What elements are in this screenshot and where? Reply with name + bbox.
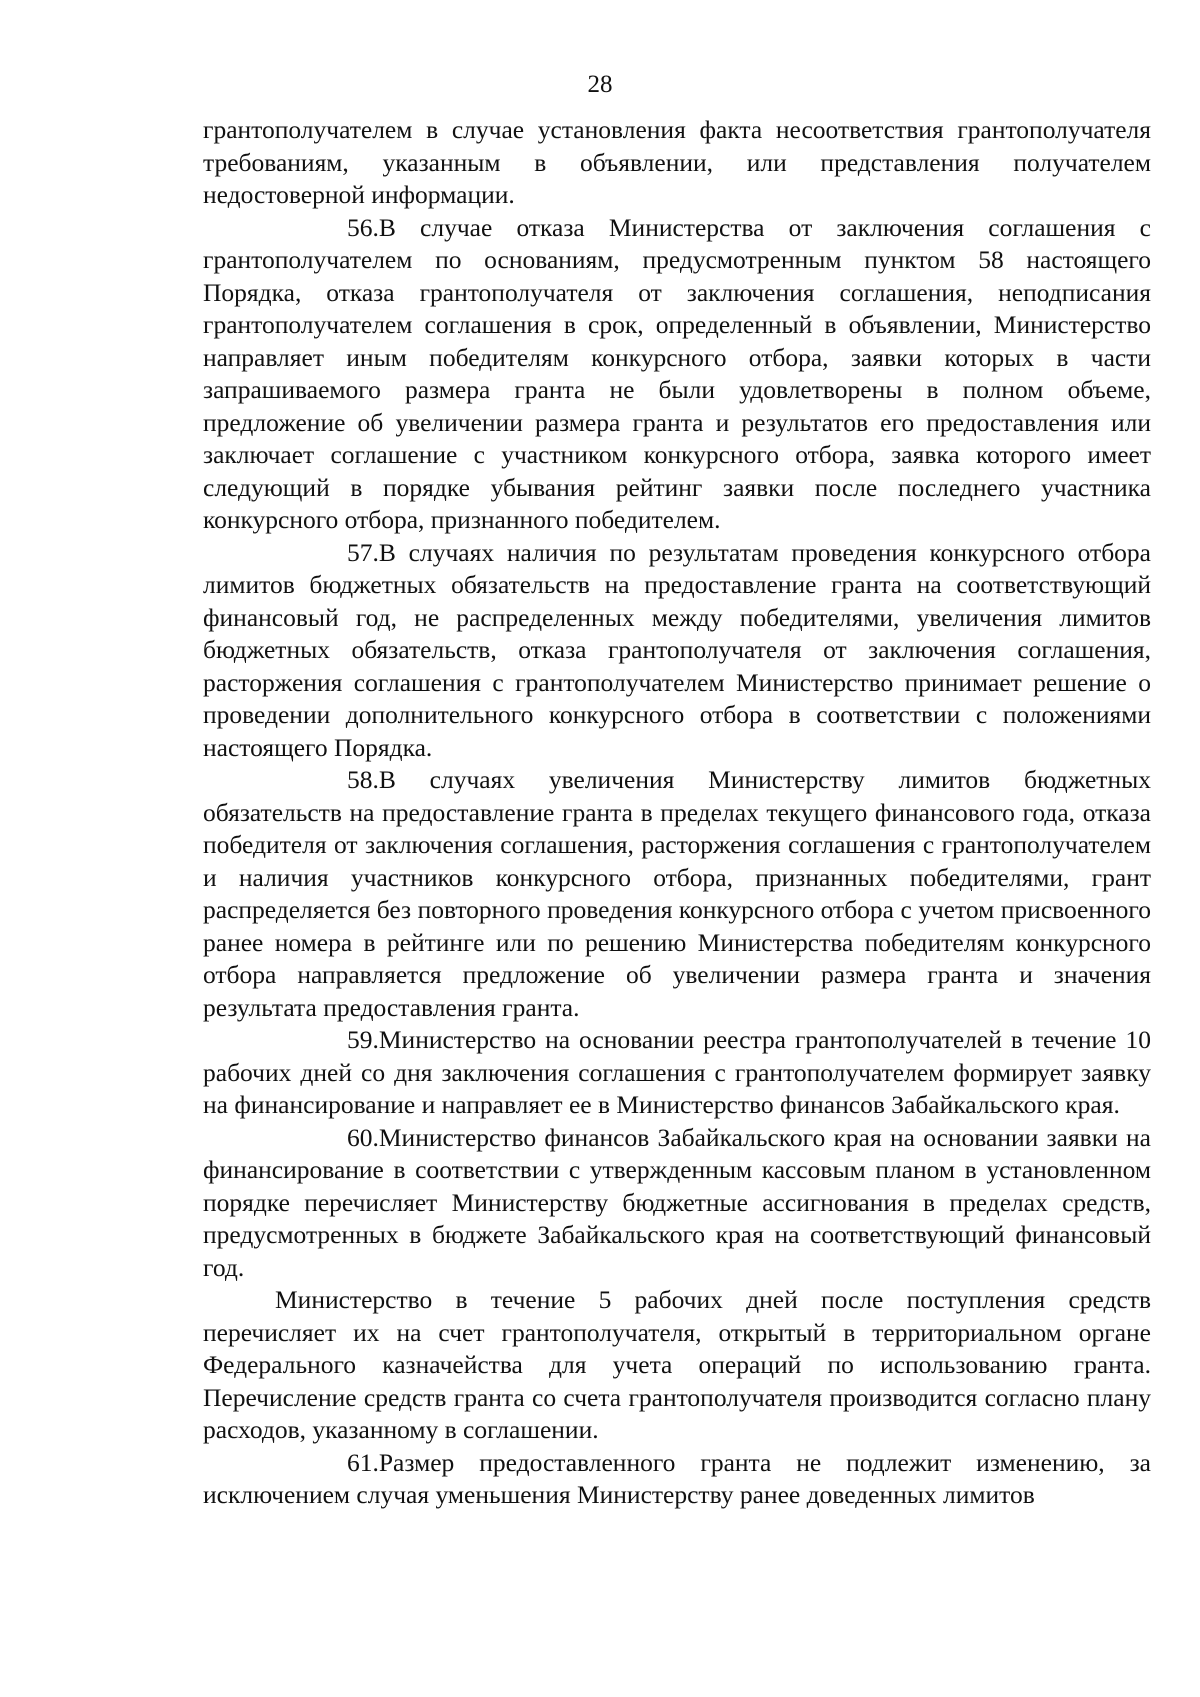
paragraph-59	[203, 1024, 1151, 1122]
paragraph-text: В случае отказа Министерства от заключения соглашения с грантополучателем по основаниям, предусмотренным пунктом 58 настоящего Порядка, отказа грантополучателя от заключения соглашения, неподписания грантополучателем соглашения в срок, определенный в объявлении, Министерство направляет иным победителям конкурсного отбора, заявки которых в части запрашиваемого размера гранта не были удовлетворены в полном объеме, предложение об увеличении размера гранта и результатов его предоставления или заключает соглашение с участником конкурсного отбора, заявка которого имеет следующий в порядке убывания рейтинг заявки после последнего участника конкурсного отбора, признанного победителем.	[203, 212, 1151, 534]
paragraph-number: 57.	[347, 537, 379, 567]
paragraph-text: Министерство финансов Забайкальского края на основании заявки на финансирование в соответствии с утвержденным кассовым планом в установленном порядке перечисляет Министерству бюджетные ассигнования в пределах средств, предусмотренных в бюджете Забайкальского края на соответствующий финансовый год.	[203, 1122, 1151, 1282]
paragraph-text: В случаях увеличения Министерству лимитов бюджетных обязательств на предоставление гранта в пределах текущего финансового года, отказа победителя от заключения соглашения, расторжения соглашения с грантополучателем и наличия участников конкурсного отбора, признанных победителями, грант распределяется без повторного проведения конкурсного отбора с учетом присвоенного ранее номера в рейтинге или по решению Министерства победителям конкурсного отбора направляется предложение об увеличении размера гранта и значения результата предоставления гранта.	[203, 765, 1151, 1022]
page-number: 28	[587, 71, 613, 98]
paragraph-number: 60.	[347, 1122, 379, 1152]
document-body	[203, 114, 1151, 1512]
paragraph-text: Размер предоставленного гранта не подлежит изменению, за исключением случая уменьшения Министерству ранее доведенных лимитов	[203, 1447, 1151, 1509]
paragraph-56	[203, 212, 1151, 537]
paragraph-continuation	[203, 114, 1151, 212]
paragraph-number: 58.	[347, 765, 379, 794]
paragraph-text: Министерство на основании реестра грантополучателей в течение 10 рабочих дней со дня заключения соглашения с грантополучателем формирует заявку на финансирование и направляет ее в Министерство финансов Забайкальского края.	[203, 1025, 1151, 1119]
paragraph-number: 56.	[347, 212, 379, 242]
paragraph-number: 61.	[347, 1447, 379, 1477]
paragraph-text: грантополучателем в случае установления факта несоответствия грантополучателя требованиям, указанным в объявлении, или представления получателем недостоверной информации.	[203, 115, 1151, 209]
paragraph-58	[203, 764, 1151, 1024]
paragraph-61	[203, 1447, 1151, 1512]
paragraph-text: Министерство в течение 5 рабочих дней после поступления средств перечисляет их на счет грантополучателя, открытый в территориальном органе Федерального казначейства для учета операций по использованию гранта. Перечисление средств гранта со счета грантополучателя производится согласно плану расходов, указанному в соглашении.	[203, 1285, 1151, 1444]
paragraph-60	[203, 1122, 1151, 1285]
paragraph-57	[203, 537, 1151, 765]
paragraph-60-continued	[203, 1284, 1151, 1447]
paragraph-number: 59.	[347, 1025, 379, 1054]
paragraph-text: В случаях наличия по результатам проведения конкурсного отбора лимитов бюджетных обязательств на предоставление гранта на соответствующий финансовый год, не распределенных между победителями, увеличения лимитов бюджетных обязательств, отказа грантополучателя от заключения соглашения, расторжения соглашения с грантополучателем Министерство принимает решение о проведении дополнительного конкурсного отбора в соответствии с положениями настоящего Порядка.	[203, 537, 1151, 762]
